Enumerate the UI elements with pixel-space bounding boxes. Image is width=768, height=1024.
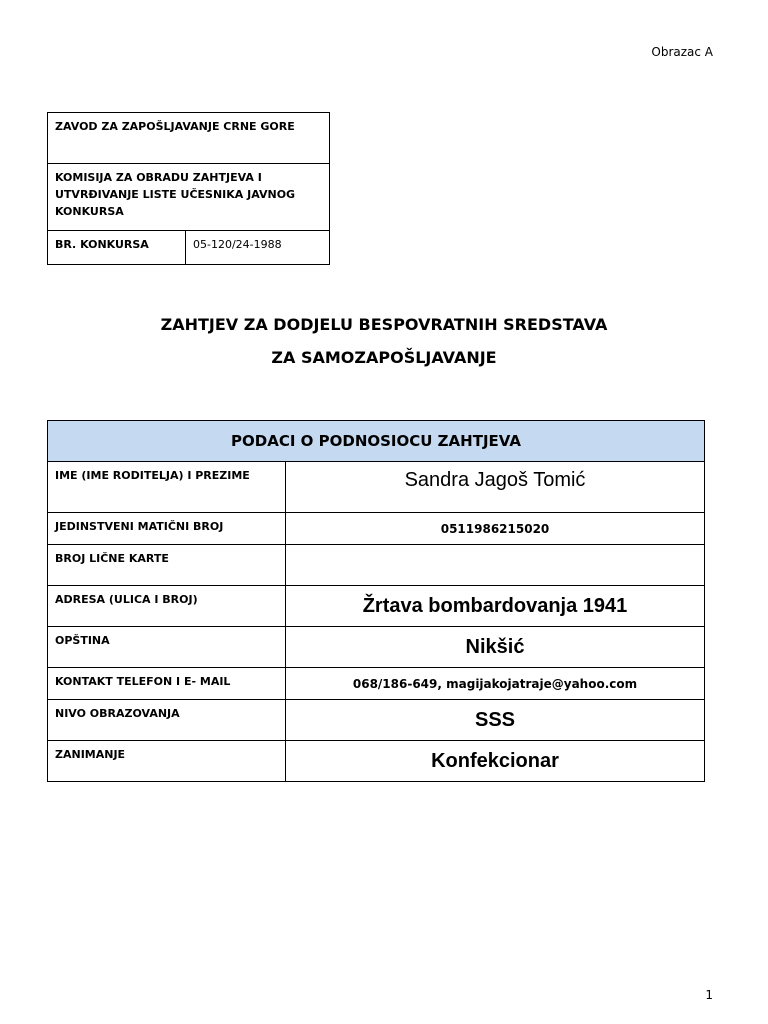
- field-value-id-card: [286, 545, 705, 586]
- document-title-line-1: ZAHTJEV ZA DODJELU BESPOVRATNIH SREDSTAVA: [160, 315, 608, 334]
- field-label-id-card: BROJ LIČNE KARTE: [48, 545, 286, 586]
- table-row: [48, 545, 705, 586]
- field-value-municipality: Nikšić: [286, 627, 705, 668]
- document-title-line-2: ZA SAMOZAPOŠLJAVANJE: [271, 348, 497, 367]
- institution-name: ZAVOD ZA ZAPOŠLJAVANJE CRNE GORE: [48, 113, 330, 164]
- field-value-occupation: Konfekcionar: [286, 741, 705, 782]
- table-row: [48, 627, 705, 668]
- field-label-address: ADRESA (ULICA I BROJ): [48, 586, 286, 627]
- table-row: [48, 586, 705, 627]
- commission-name: KOMISIJA ZA OBRADU ZAHTJEVA I UTVRĐIVANJE LISTE UČESNIKA JAVNOG KONKURSA: [48, 164, 330, 231]
- field-value-address: Žrtava bombardovanja 1941: [286, 586, 705, 627]
- table-row: [48, 462, 705, 513]
- field-label-jmbg: JEDINSTVENI MATIČNI BROJ: [48, 513, 286, 545]
- competition-number-value: 05-120/24-1988: [186, 231, 330, 265]
- competition-number-label: BR. KONKURSA: [48, 231, 186, 265]
- applicant-data-table: [47, 420, 705, 782]
- table-row: [48, 700, 705, 741]
- field-value-jmbg: 0511986215020: [286, 513, 705, 545]
- field-label-municipality: OPŠTINA: [48, 627, 286, 668]
- field-value-name: Sandra Jagoš Tomić: [286, 462, 705, 513]
- table-row: [48, 668, 705, 700]
- field-label-occupation: ZANIMANJE: [48, 741, 286, 782]
- field-value-contact: 068/186-649, magijakojatraje@yahoo.com: [286, 668, 705, 700]
- form-label: Obrazac A: [651, 45, 713, 59]
- field-label-education: NIVO OBRAZOVANJA: [48, 700, 286, 741]
- table-row: [48, 741, 705, 782]
- section-header: PODACI O PODNOSIOCU ZAHTJEVA: [48, 421, 705, 462]
- field-label-name: IME (IME RODITELJA) I PREZIME: [48, 462, 286, 513]
- field-label-contact: KONTAKT TELEFON I E- MAIL: [48, 668, 286, 700]
- field-value-education: SSS: [286, 700, 705, 741]
- page-number: 1: [705, 988, 713, 1002]
- table-row: [48, 513, 705, 545]
- institution-table: [47, 112, 330, 265]
